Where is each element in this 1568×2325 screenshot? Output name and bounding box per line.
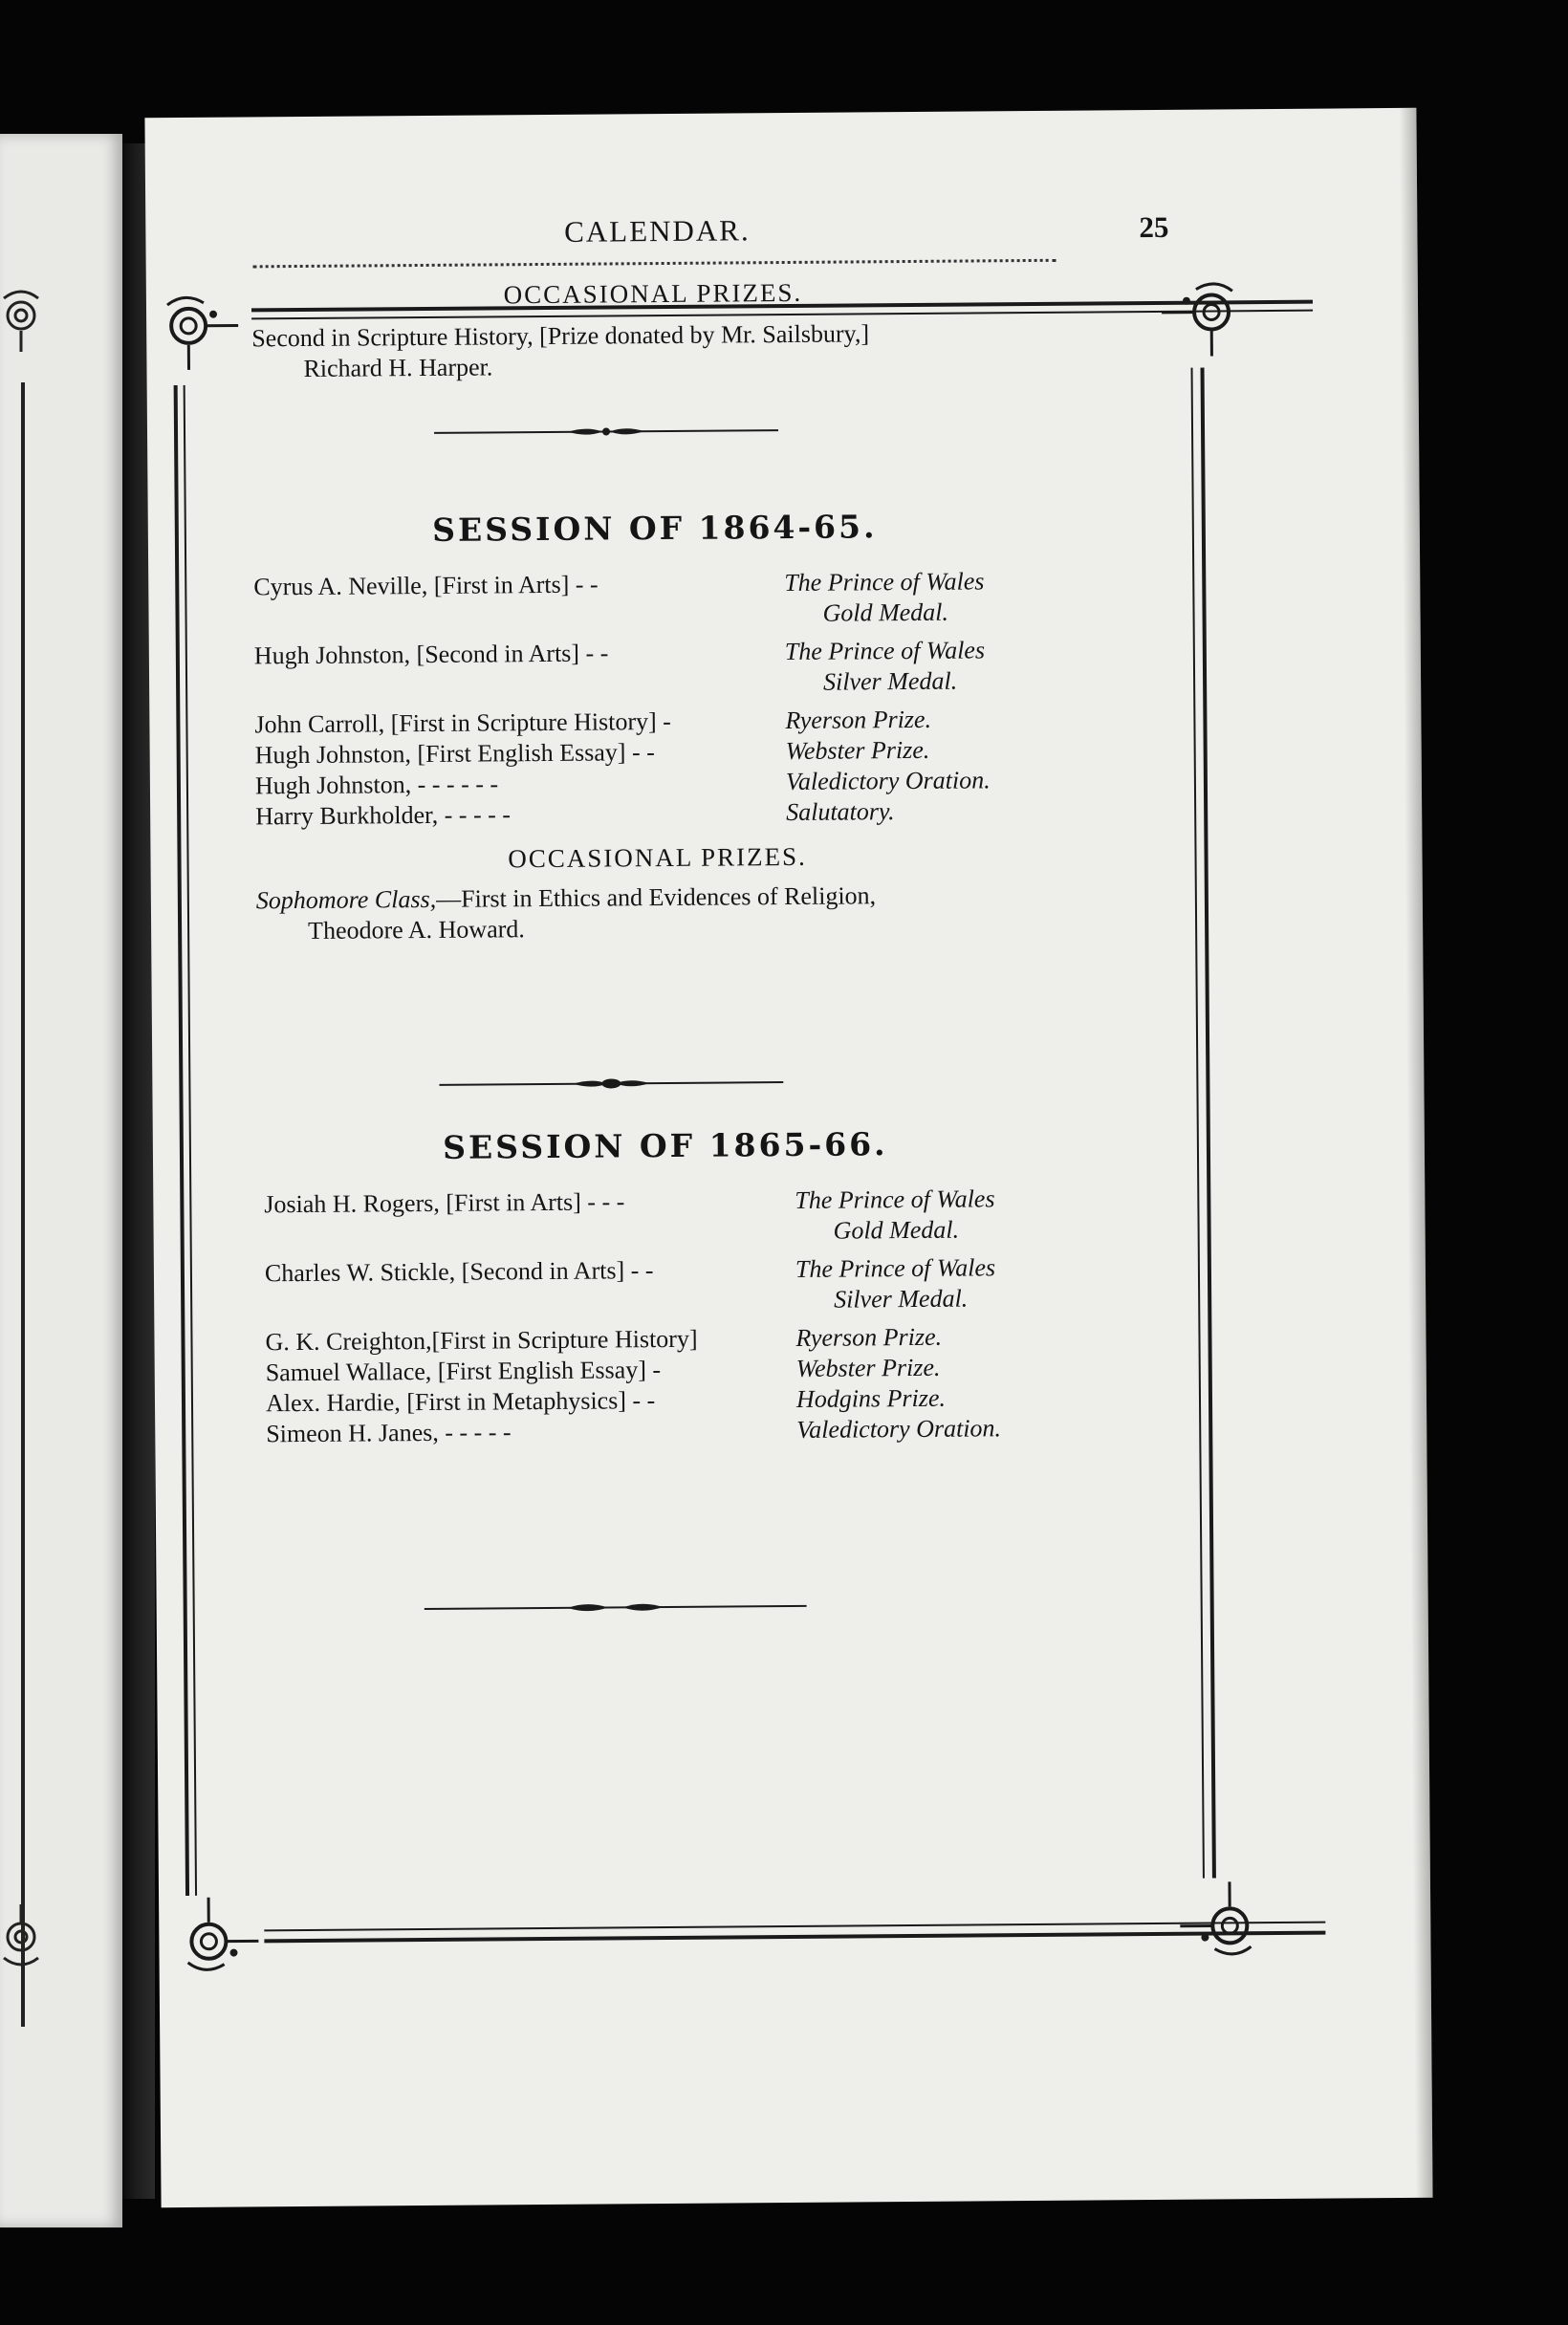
section-heading: OCCASIONAL PRIZES. [503, 277, 803, 310]
prize-subtitle: Silver Medal. [834, 1284, 969, 1314]
recipient: Simeon H. Janes, - - - - - [266, 1418, 512, 1448]
session-heading: SESSION OF 1865-66. [443, 1125, 888, 1166]
corner-ornament-icon [1160, 273, 1245, 359]
corner-ornament-icon [0, 1902, 46, 1969]
prize-entry [255, 795, 1058, 833]
recipient: G. K. Creighton,[First in Scripture History] [265, 1324, 698, 1357]
previous-page-edge [0, 134, 122, 2227]
prize-entry [266, 1413, 1069, 1450]
recipient: Hugh Johnston, - - - - - - [254, 770, 499, 800]
calendar-page [144, 108, 1432, 2207]
page-header [241, 210, 1197, 266]
prize-award [784, 566, 985, 629]
prize-title: The Prince of Wales [795, 1253, 996, 1283]
session-1865-section [264, 1125, 1070, 1450]
section-heading: OCCASIONAL PRIZES. [508, 841, 807, 874]
prize-title: The Prince of Wales [784, 567, 985, 598]
recipient: Cyrus A. Neville, [First in Arts] - - [253, 570, 599, 601]
border-bottom-rule-inner [264, 1922, 1325, 1932]
running-head: CALENDAR. [563, 213, 751, 249]
prize-entry [255, 765, 1058, 802]
prize-subtitle: Gold Medal. [822, 598, 949, 627]
prize-winner: Theodore A. Howard. [308, 915, 525, 945]
section-divider-icon [425, 1597, 807, 1619]
prize-award [795, 1252, 996, 1315]
prize-title: The Prince of Wales [795, 1184, 995, 1214]
previous-page-border-rule [21, 382, 25, 2027]
page-number: 25 [1139, 209, 1169, 245]
class-name: Sophomore Class, [255, 884, 437, 915]
prize-subtitle: Gold Medal. [833, 1215, 960, 1245]
prize-winner: Richard H. Harper. [303, 353, 493, 382]
prize-title: Ryerson Prize. [785, 705, 932, 735]
recipient: Hugh Johnston, [Second in Arts] - - [253, 639, 609, 670]
prize-title: Webster Prize. [785, 735, 930, 766]
prize-title: The Prince of Wales [784, 636, 986, 666]
prize-title: Valedictory Oration. [785, 766, 991, 796]
recipient: Samuel Wallace, [First English Essay] - [265, 1356, 662, 1387]
recipient: Alex. Hardie, [First in Metaphysics] - - [265, 1386, 656, 1418]
corner-ornament-icon [0, 287, 46, 354]
corner-ornament-icon [176, 1895, 261, 1980]
session-heading: SESSION OF 1864-65. [431, 508, 878, 549]
prize-subtitle: Silver Medal. [822, 666, 958, 696]
recipient: Josiah H. Rogers, [First in Arts] - - - [264, 1187, 625, 1219]
corner-ornament-icon [156, 287, 241, 372]
prize-entry [253, 566, 1056, 634]
recipient: Charles W. Stickle, [Second in Arts] - - [264, 1256, 654, 1288]
border-left-rule [174, 385, 189, 1896]
prize-award [795, 1184, 995, 1247]
prize-title: Hodgins Prize. [795, 1383, 947, 1413]
recipient: Harry Burkholder, - - - - - [255, 800, 512, 831]
prize-description: —First in Ethics and Evidences of Religion, [436, 881, 877, 913]
occasional-prizes-section [251, 275, 1056, 385]
section-divider-icon [439, 1073, 783, 1095]
prize-title: Salutatory. [786, 797, 895, 827]
border-bottom-rule [264, 1931, 1325, 1944]
recipient: John Carroll, [First in Scripture History] - [254, 706, 671, 739]
prize-line: Second in Scripture History, [Prize donated by Mr. Sailsbury,] [251, 319, 870, 353]
prize-title: Webster Prize. [795, 1353, 941, 1382]
prize-entry [264, 1184, 1067, 1251]
prize-title: Ryerson Prize. [795, 1322, 943, 1352]
prize-title: Valedictory Oration. [796, 1414, 1002, 1444]
section-divider-icon [434, 421, 778, 443]
corner-ornament-icon [1178, 1880, 1263, 1965]
recipient: Hugh Johnston, [First English Essay] - - [254, 738, 655, 770]
prize-award [785, 635, 986, 698]
prize-entry [254, 635, 1057, 703]
prize-entry [265, 1252, 1068, 1320]
session-1864-section [253, 508, 1060, 947]
